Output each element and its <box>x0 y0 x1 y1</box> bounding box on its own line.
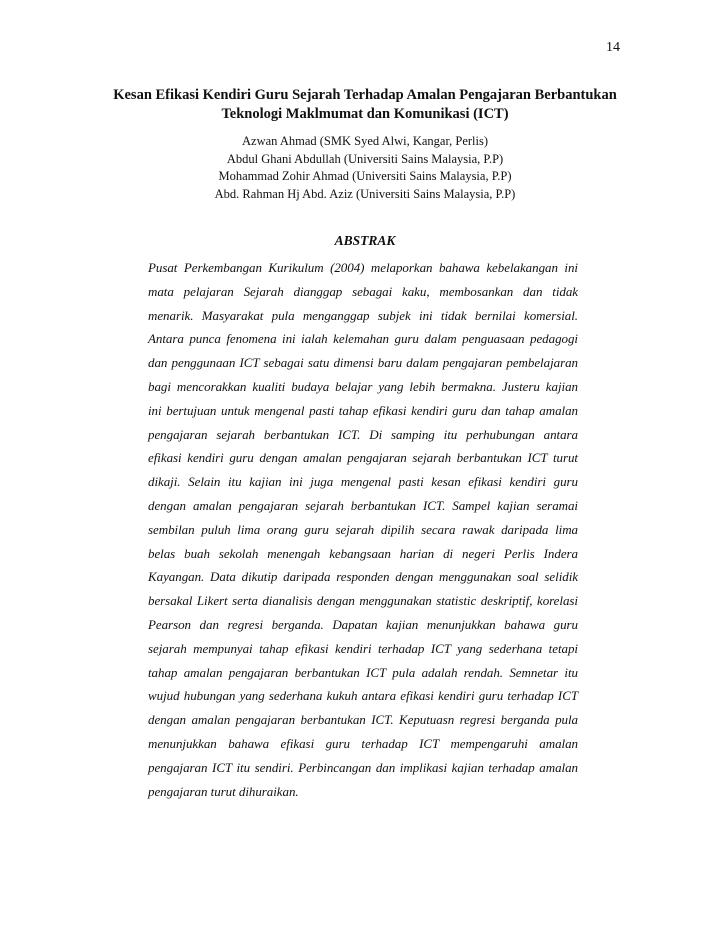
paper-title <box>100 86 630 124</box>
author-list <box>100 133 630 203</box>
abstract-line: dikaji. Selain itu kajian ini juga mengenal pasti kesan efikasi kendiri guru <box>148 474 578 490</box>
abstract-line: menarik. Masyarakat pula menganggap subjek ini tidak bernilai komersial. <box>148 307 578 323</box>
abstract-line: sembilan puluh lima orang guru sejarah dipilih secara rawak daripada lima <box>148 521 578 537</box>
abstract-body <box>148 256 578 803</box>
abstract-line: pengajaran ICT itu sendiri. Perbincangan dan implikasi kajian terhadap amalan <box>148 759 578 775</box>
abstract-line: tahap amalan pengajaran berbantukan ICT pula adalah rendah. Semnetar itu <box>148 664 578 680</box>
abstract-line: Antara punca fenomena ini ialah kelemahan guru dalam penguasaan pedagogi <box>148 331 578 347</box>
abstract-line: bagi mencorakkan kualiti budaya belajar yang lebih bermakna. Justeru kajian <box>148 378 578 394</box>
author-3: Mohammad Zohir Ahmad (Universiti Sains Malaysia, P.P) <box>218 169 512 183</box>
abstract-line: sejarah mempunyai tahap efikasi kendiri terhadap ICT yang sederhana tetapi <box>148 640 578 656</box>
abstract-line: menunjukkan bahawa efikasi guru terhadap ICT mempengaruhi amalan <box>148 735 578 751</box>
author-2: Abdul Ghani Abdullah (Universiti Sains Malaysia, P.P) <box>226 151 504 166</box>
abstract-line: dengan amalan pengajaran sejarah berbantukan ICT. Sampel kajian seramai <box>148 497 578 513</box>
abstract-line: dan penggunaan ICT sebagai satu dimensi baru dalam pengajaran pembelajaran <box>148 355 578 371</box>
abstract-line: Kayangan. Data dikutip daripada responden dengan menggunakan soal selidik <box>148 569 578 585</box>
abstract-line: dengan amalan pengajaran berbantukan ICT. Keputuasn regresi berganda pula <box>148 712 578 728</box>
page-number: 14 <box>606 40 620 55</box>
author-4: Abd. Rahman Hj Abd. Aziz (Universiti Sains Malaysia, P.P) <box>214 186 516 201</box>
abstract-line: pengajaran sejarah berbantukan ICT. Di samping itu perhubungan antara <box>148 426 578 442</box>
abstract-line-last: pengajaran turut dihuraikan. <box>148 783 299 799</box>
abstract-heading: ABSTRAK <box>334 233 396 248</box>
abstract-line: Pusat Perkembangan Kurikulum (2004) melaporkan bahawa kebelakangan ini <box>148 260 578 275</box>
abstract-line: wujud hubungan yang sederhana kukuh antara efikasi kendiri guru terhadap ICT <box>148 688 578 704</box>
abstract-line: efikasi kendiri guru dengan amalan pengajaran sejarah berbantukan ICT turut <box>148 450 578 466</box>
author-1: Azwan Ahmad (SMK Syed Alwi, Kangar, Perlis) <box>242 134 488 148</box>
title-line-1: Kesan Efikasi Kendiri Guru Sejarah Terhadap Amalan Pengajaran Berbantukan <box>113 87 617 103</box>
abstract-line: belas buah sekolah menengah kebangsaan harian di negeri Perlis Indera <box>148 545 578 561</box>
abstract-line: ini bertujuan untuk mengenal pasti tahap efikasi kendiri guru dan tahap amalan <box>148 402 578 418</box>
title-line-2: Teknologi Maklmumat dan Komunikasi (ICT) <box>221 106 509 122</box>
abstract-line: bersakal Likert serta dianalisis dengan menggunakan statistic deskriptif, korelasi <box>148 593 578 609</box>
abstract-line: Pearson dan regresi berganda. Dapatan kajian menunjukkan bahawa guru <box>148 616 578 632</box>
abstract-line: mata pelajaran Sejarah dianggap sebagai kaku, membosankan dan tidak <box>148 283 578 299</box>
